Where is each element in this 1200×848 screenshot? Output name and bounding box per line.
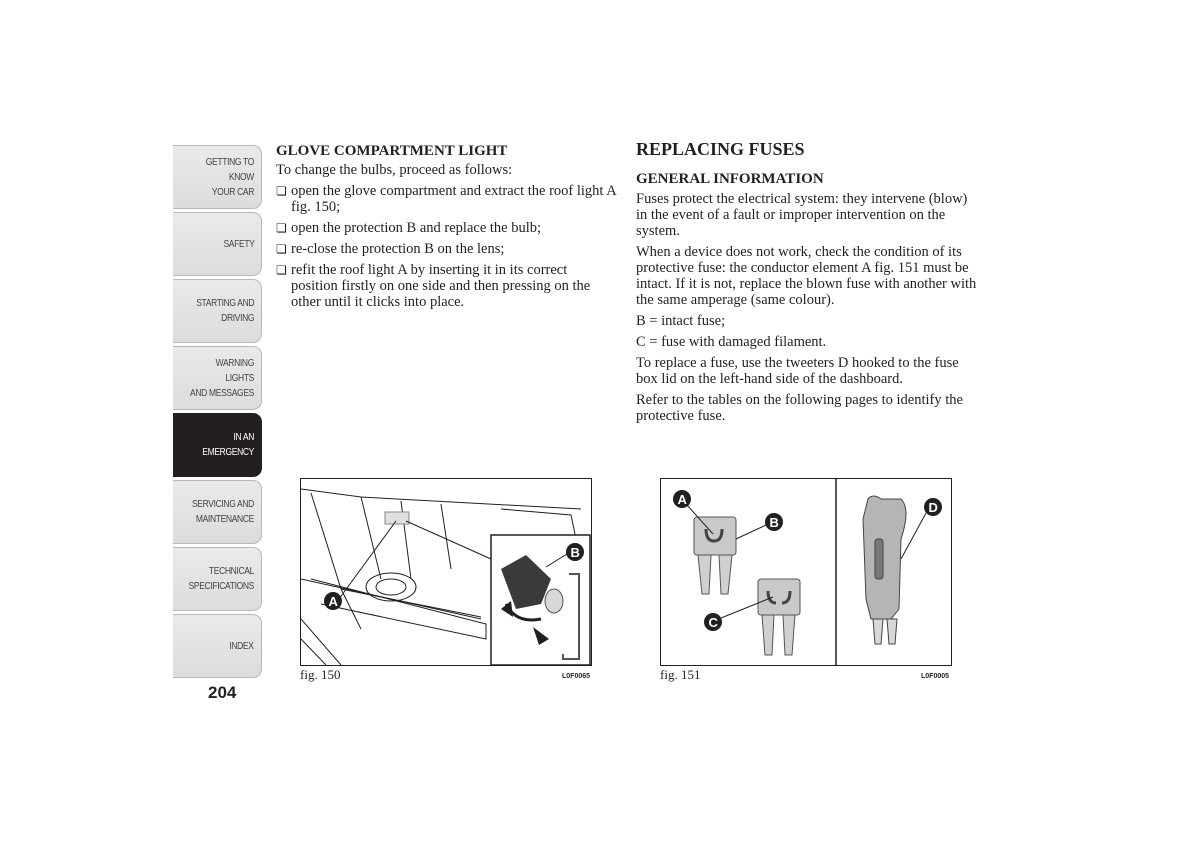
glove-compartment-illustration: [301, 479, 591, 665]
tab-warning-lights-and-messages[interactable]: WARNING LIGHTS AND MESSAGES: [173, 346, 262, 410]
figure-150: [300, 478, 592, 666]
marker-a: A: [328, 594, 338, 609]
tab-getting-to-know-your-car[interactable]: GETTING TO KNOW YOUR CAR: [173, 145, 262, 209]
tab-technical-specifications[interactable]: TECHNICAL SPECIFICATIONS: [173, 547, 262, 611]
figure-code: L0F0005: [921, 673, 950, 680]
subsection-heading: GENERAL INFORMATION: [636, 171, 824, 187]
step-item: ❏ refit the roof light A by inserting it in its correct position firstly on one side and then pressing on the other until it clicks into place.: [276, 262, 616, 310]
paragraph: B = intact fuse;: [636, 313, 726, 329]
left-column: [276, 143, 616, 315]
marker-a: A: [677, 492, 687, 507]
paragraph: To replace a fuse, use the tweeters D hooked to the fuse box lid on the left-hand side of the dashboard.: [636, 355, 959, 387]
step-item: ❏ open the glove compartment and extract the roof light A fig. 150;: [276, 183, 616, 215]
paragraph: Fuses protect the electrical system: they intervene (blow) in the event of a fault or improper intervention on the system.: [636, 191, 968, 239]
tab-servicing-and-maintenance[interactable]: SERVICING AND MAINTENANCE: [173, 480, 262, 544]
right-column: [636, 141, 981, 429]
paragraph: C = fuse with damaged filament.: [636, 334, 827, 350]
tab-index[interactable]: INDEX: [173, 614, 262, 678]
fuse-illustration: [661, 479, 951, 665]
figure-caption: fig. 150: [300, 667, 341, 682]
paragraph: When a device does not work, check the condition of its protective fuse: the conductor element A fig. 151 must be intact. If it is not, replace the blown fuse with another with the same amperage (same colour).: [636, 244, 977, 308]
tab-starting-and-driving[interactable]: STARTING AND DRIVING: [173, 279, 262, 343]
marker-b: B: [769, 515, 779, 530]
step-item: ❏ re-close the protection B on the lens;: [276, 241, 616, 257]
marker-d: D: [928, 500, 938, 515]
figure-caption: fig. 151: [660, 667, 701, 682]
section-heading: GLOVE COMPARTMENT LIGHT: [276, 143, 508, 159]
page-number: 204: [208, 683, 237, 702]
figure-151: [660, 478, 952, 666]
marker-c: C: [708, 615, 718, 630]
marker-b: B: [570, 545, 580, 560]
paragraph: Refer to the tables on the following pages to identify the protective fuse.: [636, 392, 963, 424]
intro-text: To change the bulbs, proceed as follows:: [276, 162, 513, 178]
tab-safety[interactable]: SAFETY: [173, 212, 262, 276]
step-item: ❏ open the protection B and replace the bulb;: [276, 220, 616, 236]
section-title: REPLACING FUSES: [636, 139, 805, 159]
tab-in-an-emergency[interactable]: IN AN EMERGENCY: [173, 413, 262, 477]
figure-code: L0F0065: [562, 673, 591, 680]
